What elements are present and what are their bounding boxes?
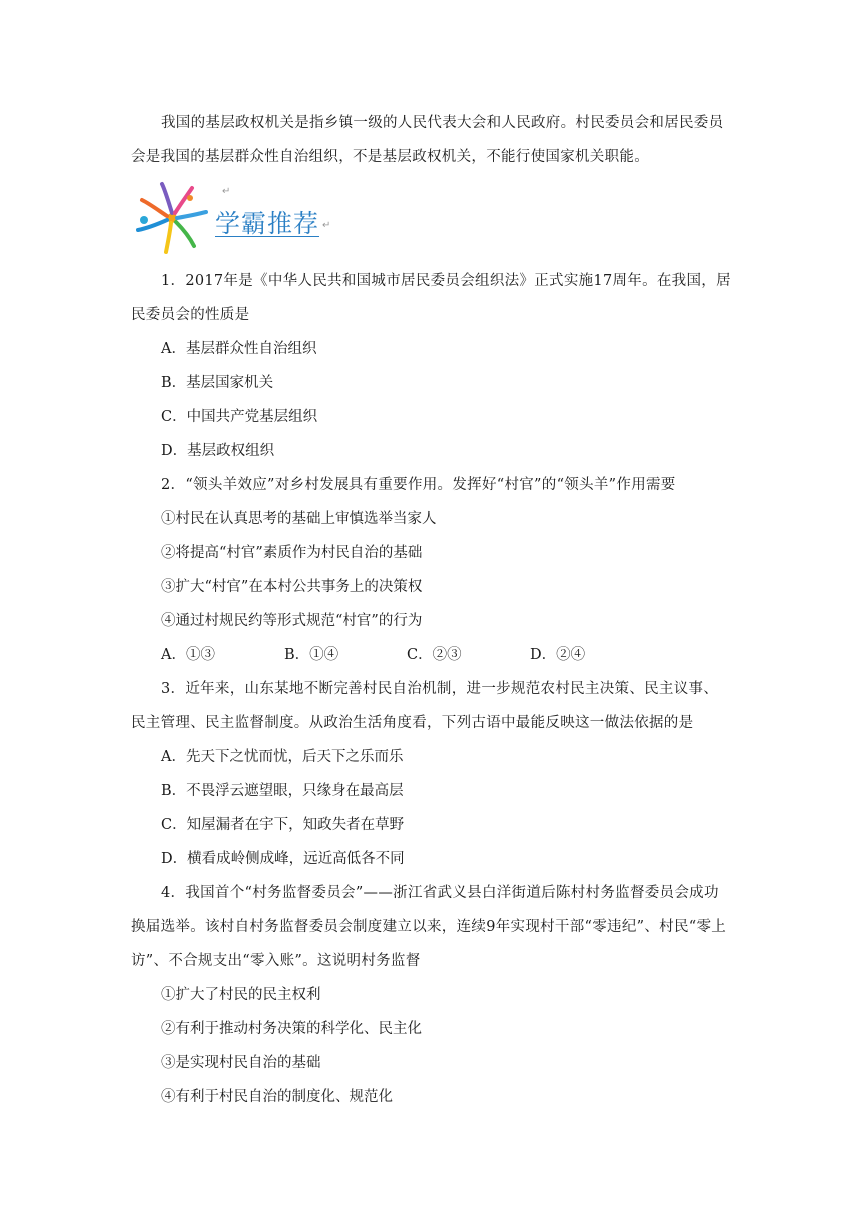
question-4-item-1: ①扩大了村民的民主权利 xyxy=(161,987,321,1003)
question-2-option-a: A．①③ xyxy=(161,647,215,663)
question-1-stem: 1．2017年是《中华人民共和国城市居民委员会组织法》正式实施17周年。在我国，居民委员会的性质是 xyxy=(131,273,731,323)
banner-title: 学霸推荐 xyxy=(215,209,320,238)
question-2-option-d: D．②④ xyxy=(530,647,586,663)
question-3-option-a: A．先天下之忧而忧，后天下之乐而乐 xyxy=(161,749,404,765)
question-2-item-2: ②将提高“村官”素质作为村民自治的基础 xyxy=(161,545,423,561)
paragraph-mark-icon: ↵ xyxy=(322,220,331,231)
recommend-banner xyxy=(132,180,392,264)
question-2-options xyxy=(131,638,731,672)
question-1-option-b: B．基层国家机关 xyxy=(161,375,274,391)
question-4-item-2: ②有利于推动村务决策的科学化、民主化 xyxy=(161,1021,422,1037)
question-1-option-a: A．基层群众性自治组织 xyxy=(161,341,317,357)
question-4-item-3: ③是实现村民自治的基础 xyxy=(161,1055,321,1071)
flower-logo-icon xyxy=(132,180,210,256)
question-2-option-b: B．①④ xyxy=(284,647,339,663)
question-4-stem: 4．我国首个“村务监督委员会”——浙江省武义县白洋街道后陈村村务监督委员会成功换届选举。该村自村务监督委员会制度建立以来，连续9年实现村干部“零违纪”、村民“零上访”、不合规支出“零入账”。这说明村务监督 xyxy=(131,885,727,969)
question-1-option-d: D．基层政权组织 xyxy=(161,443,275,459)
question-list xyxy=(131,264,731,1114)
question-3-option-c: C．知屋漏者在宇下，知政失者在草野 xyxy=(161,817,405,833)
question-3-stem: 3．近年来，山东某地不断完善村民自治机制，进一步规范农村民主决策、民主议事、民主管理、民主监督制度。从政治生活角度看，下列古语中最能反映这一做法依据的是 xyxy=(131,681,719,731)
question-1-option-c: C．中国共产党基层组织 xyxy=(161,409,318,425)
intro-paragraph: 我国的基层政权机关是指乡镇一级的人民代表大会和人民政府。村民委员会和居民委员会是我国的基层群众性自治组织，不是基层政权机关，不能行使国家机关职能。 xyxy=(131,115,724,165)
question-2-stem: 2．“领头羊效应”对乡村发展具有重要作用。发挥好“村官”的“领头羊”作用需要 xyxy=(161,477,676,493)
question-2-item-1: ①村民在认真思考的基础上审慎选举当家人 xyxy=(161,511,437,527)
question-3-option-b: B．不畏浮云遮望眼，只缘身在最高层 xyxy=(161,783,404,799)
paragraph-mark-icon: ↵ xyxy=(222,186,231,197)
question-3-option-d: D．横看成岭侧成峰，远近高低各不同 xyxy=(161,851,405,867)
question-4-item-4: ④有利于村民自治的制度化、规范化 xyxy=(161,1089,393,1105)
question-2-item-3: ③扩大“村官”在本村公共事务上的决策权 xyxy=(161,579,423,595)
question-2-option-c: C．②③ xyxy=(407,647,462,663)
question-2-item-4: ④通过村规民约等形式规范“村官”的行为 xyxy=(161,613,423,629)
